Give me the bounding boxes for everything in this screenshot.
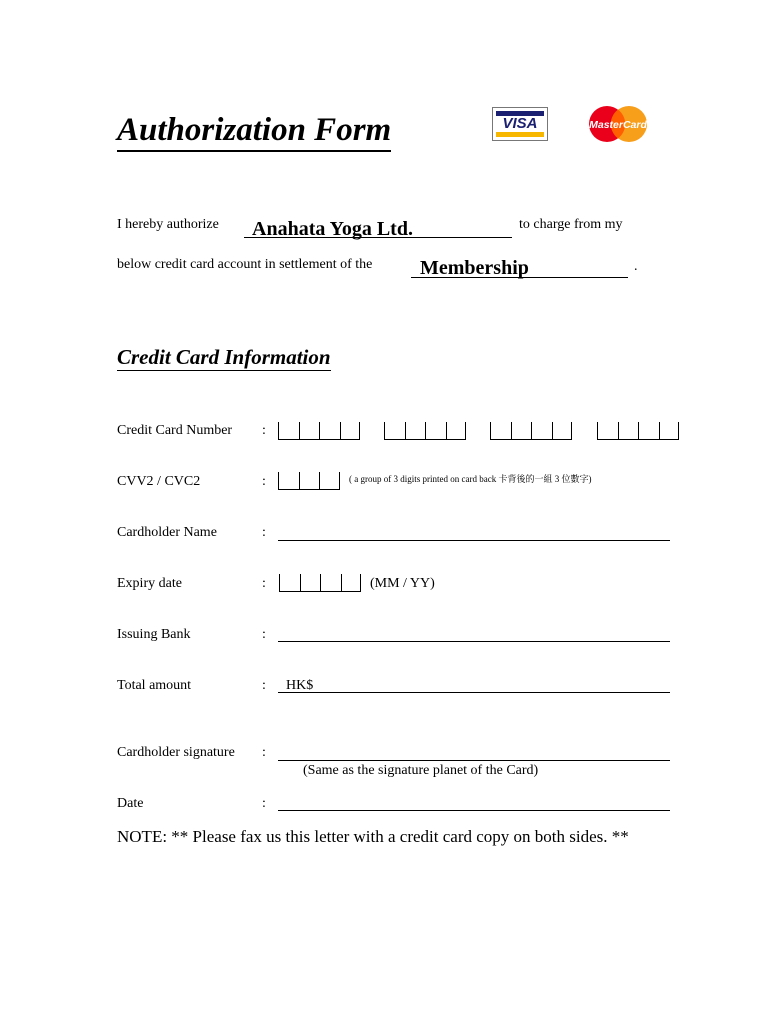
card-number-group-3[interactable] [490,422,572,440]
date-field[interactable] [278,810,670,811]
expiry-colon: : [262,576,266,591]
mastercard-logo-text: MasterCard [589,119,647,131]
company-name[interactable]: Anahata Yoga Ltd. [252,218,413,240]
expiry-label: Expiry date [117,576,182,591]
cardholder-name-field[interactable] [278,540,670,541]
total-amount-field[interactable] [278,692,670,693]
currency-label: HK$ [286,678,314,693]
cvv-label: CVV2 / CVC2 [117,474,201,489]
issuing-bank-label: Issuing Bank [117,627,191,642]
card-number-group-1[interactable] [278,422,360,440]
issuing-bank-field[interactable] [278,641,670,642]
total-amount-colon: : [262,678,266,693]
signature-field[interactable] [278,760,670,761]
expiry-hint: (MM / YY) [370,576,435,591]
date-colon: : [262,796,266,811]
cvv-hint: ( a group of 3 digits printed on card back 卡背後的一組 3 位數字) [349,474,592,484]
signature-hint: (Same as the signature planet of the Card) [303,763,539,778]
section-title: Credit Card Information [117,345,331,369]
card-number-label: Credit Card Number [117,423,233,438]
signature-label: Cardholder signature [117,745,235,760]
mastercard-logo [586,104,650,144]
total-amount-label: Total amount [117,678,192,693]
cardholder-name-label: Cardholder Name [117,525,217,540]
cvv-boxes[interactable] [278,472,340,490]
purpose-value[interactable]: Membership [420,257,529,279]
authorize-text: I hereby authorize [117,217,219,232]
issuing-bank-colon: : [262,627,266,642]
cardholder-name-colon: : [262,525,266,540]
page-title: Authorization Form [117,110,391,152]
charge-text: to charge from my [519,217,623,232]
visa-logo-text: VISA [502,115,538,132]
date-label: Date [117,796,144,811]
card-number-group-2[interactable] [384,422,466,440]
signature-colon: : [262,745,266,760]
visa-logo [492,107,548,141]
settlement-text: below credit card account in settlement of the [117,257,373,272]
expiry-boxes[interactable] [279,574,361,592]
card-number-group-4[interactable] [597,422,679,440]
period: . [634,259,638,274]
card-number-colon: : [262,423,266,438]
fax-note: NOTE: ** Please fax us this letter with a credit card copy on both sides. ** [117,827,629,846]
cvv-colon: : [262,474,266,489]
